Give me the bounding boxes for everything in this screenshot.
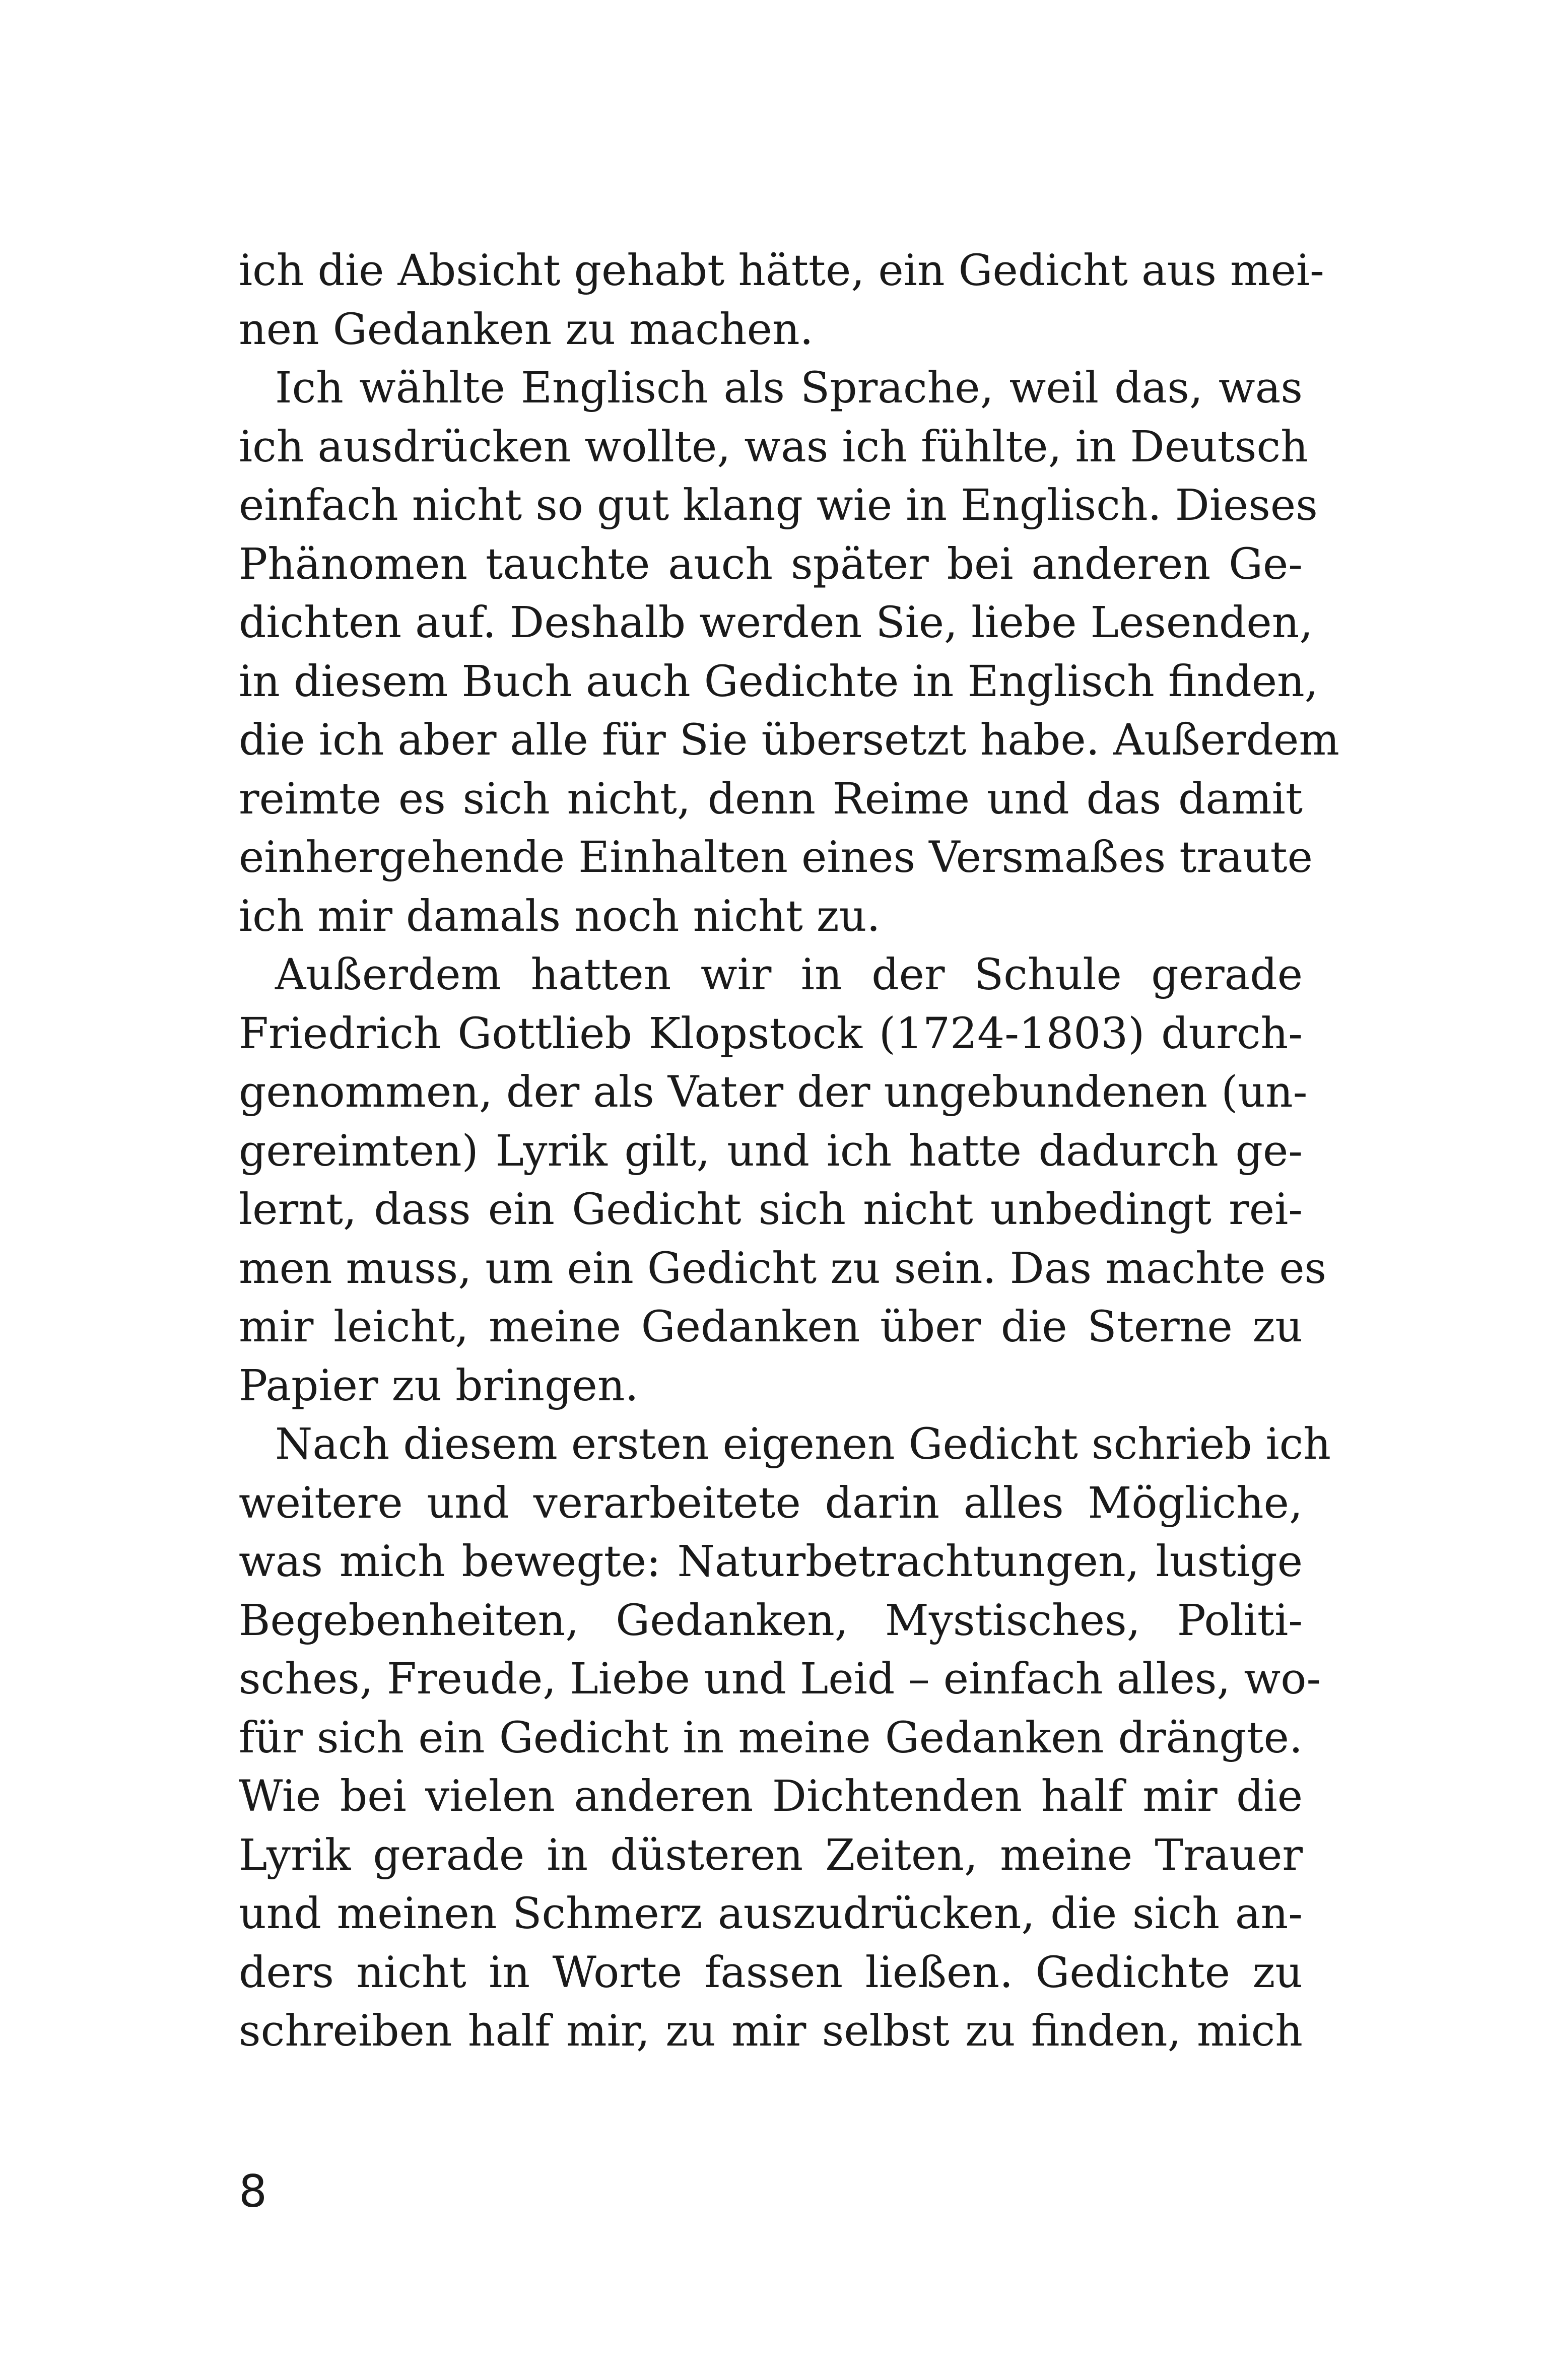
text-line: einhergehende Einhalten eines Versmaßes traute bbox=[239, 833, 1313, 882]
text-line: men muss, um ein Gedicht zu sein. Das machte es bbox=[239, 1243, 1327, 1294]
paragraph-start-line: Außerdem hatten wir in der Schule gerade bbox=[275, 950, 1303, 1000]
text-line: die ich aber alle für Sie übersetzt habe. Außerdem bbox=[239, 715, 1339, 765]
text-line: Wie bei vielen anderen Dichtenden half mir die bbox=[239, 1772, 1303, 1821]
text-line: mir leicht, meine Gedanken über die Sterne zu bbox=[239, 1302, 1303, 1352]
text-line: gereimten) Lyrik gilt, und ich hatte dadurch ge- bbox=[239, 1126, 1303, 1176]
text-line: Papier zu bringen. bbox=[239, 1361, 639, 1411]
text-line: nen Gedanken zu machen. bbox=[239, 304, 814, 355]
text-line: für sich ein Gedicht in meine Gedanken drängte. bbox=[239, 1713, 1303, 1763]
text-line: reimte es sich nicht, denn Reime und das damit bbox=[239, 774, 1303, 824]
text-line: und meinen Schmerz auszudrücken, die sich an- bbox=[239, 1889, 1303, 1939]
page-number: 8 bbox=[239, 2165, 267, 2217]
text-line: Lyrik gerade in düsteren Zeiten, meine Trauer bbox=[239, 1830, 1303, 1880]
text-line: dichten auf. Deshalb werden Sie, liebe Lesenden, bbox=[239, 598, 1313, 648]
text-line: weitere und verarbeitete darin alles Mögliche, bbox=[239, 1478, 1303, 1528]
text-line: was mich bewegte: Naturbetrachtungen, lustige bbox=[239, 1537, 1303, 1587]
text-line: schreiben half mir, zu mir selbst zu finden, mich bbox=[239, 2006, 1303, 2056]
text-line: Friedrich Gottlieb Klopstock (1724-1803) durch- bbox=[239, 1008, 1303, 1059]
paragraph-start-line: Ich wählte Englisch als Sprache, weil das, was bbox=[275, 363, 1303, 413]
text-line: genommen, der als Vater der ungebundenen (un- bbox=[239, 1067, 1308, 1117]
text-line: Phänomen tauchte auch später bei anderen Ge- bbox=[239, 539, 1303, 589]
text-line: sches, Freude, Liebe und Leid – einfach alles, wo- bbox=[239, 1654, 1321, 1704]
body-text bbox=[239, 242, 1339, 2061]
text-line: ich die Absicht gehabt hätte, ein Gedicht aus mei- bbox=[239, 246, 1324, 296]
text-line: ich mir damals noch nicht zu. bbox=[239, 891, 881, 941]
text-line: lernt, dass ein Gedicht sich nicht unbedingt rei- bbox=[239, 1185, 1303, 1235]
text-line: einfach nicht so gut klang wie in Englisch. Dieses bbox=[239, 481, 1318, 530]
text-line: ders nicht in Worte fassen ließen. Gedichte zu bbox=[239, 1947, 1303, 1998]
text-line: Begebenheiten, Gedanken, Mystisches, Politi- bbox=[239, 1595, 1303, 1646]
paragraph-start-line: Nach diesem ersten eigenen Gedicht schrieb ich bbox=[275, 1419, 1331, 1469]
text-line: in diesem Buch auch Gedichte in Englisch finden, bbox=[239, 656, 1318, 707]
text-line: ich ausdrücken wollte, was ich fühlte, in Deutsch bbox=[239, 422, 1308, 472]
